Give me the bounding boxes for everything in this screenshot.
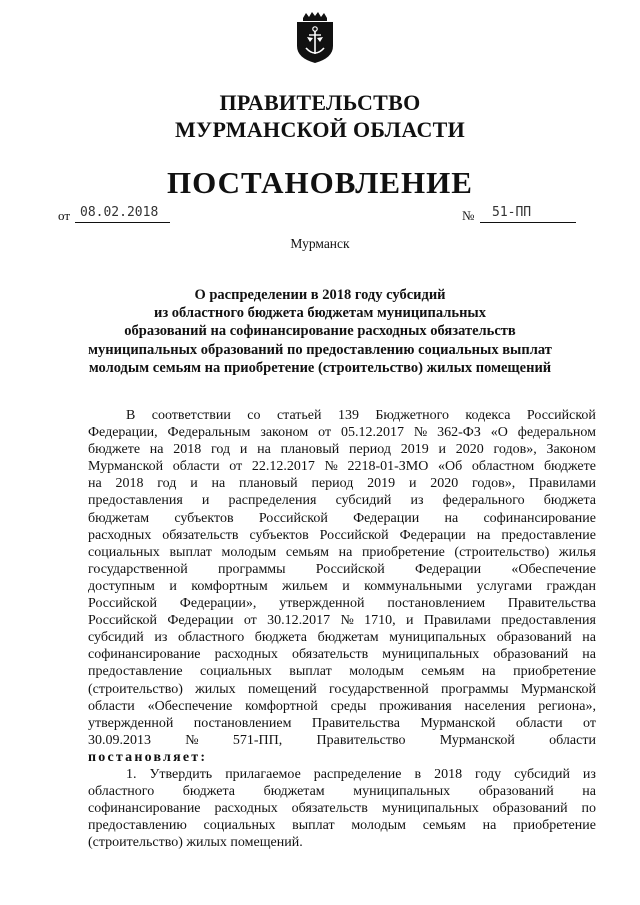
word: бюджете: [543, 459, 596, 475]
word: выплат: [169, 544, 212, 560]
word: 22.12.2017: [251, 459, 315, 475]
text-line: [88, 612, 596, 629]
word: выплат: [292, 818, 335, 834]
text-line: [88, 492, 596, 509]
word: бюджете: [88, 442, 141, 458]
word: 139: [337, 408, 359, 423]
word: и: [169, 578, 177, 594]
word: областного: [178, 630, 245, 646]
word: Российской: [315, 561, 385, 577]
word: социальных: [200, 664, 272, 680]
text-line: [88, 458, 596, 475]
word: Российской: [526, 408, 596, 423]
word: 2019: [367, 476, 396, 492]
word: населения: [464, 698, 526, 714]
word: год: [211, 442, 231, 458]
word: Федеральным: [167, 425, 251, 441]
word: от: [229, 459, 243, 475]
word: софинансирование: [88, 801, 201, 817]
word: 2018: [434, 766, 463, 782]
word: из: [154, 630, 168, 646]
word: приобретение: [513, 818, 596, 834]
word: программы: [218, 561, 286, 577]
word: образований: [496, 630, 572, 646]
text-line: [88, 783, 596, 800]
subject-line: О распределении в 2018 году субсидий: [194, 287, 446, 303]
text-line: [88, 646, 596, 663]
word: на: [481, 664, 496, 680]
murmansk-coat-of-arms-icon: [294, 12, 336, 64]
word: Правилами: [529, 476, 596, 492]
word: на: [444, 510, 459, 526]
word: коммунальными: [364, 578, 463, 594]
word: по: [581, 801, 596, 817]
word: государственной: [328, 681, 429, 697]
text-line: [88, 817, 596, 834]
word: на: [211, 476, 226, 492]
word: муниципальных: [389, 630, 487, 646]
word: софинансирование: [483, 510, 596, 526]
word: государственной: [88, 561, 188, 577]
word: молодым: [349, 664, 404, 680]
decree-line: [88, 749, 596, 766]
word: предоставление: [88, 664, 183, 680]
word: областном: [471, 459, 535, 475]
word: 2018: [173, 442, 202, 458]
word: Федерации,: [88, 425, 158, 441]
word: распределения: [228, 493, 317, 509]
word: 571-ПП,: [232, 732, 283, 748]
word: федеральном: [517, 425, 596, 441]
word: областного: [88, 784, 155, 800]
word: на: [149, 442, 164, 458]
word: законом: [260, 425, 309, 441]
word: распределение: [313, 766, 402, 782]
word: (строительство): [88, 681, 183, 697]
word: соответствии: [151, 408, 231, 423]
text-line: [88, 510, 596, 527]
word: Мурманской: [420, 715, 496, 731]
word: социальных: [88, 544, 160, 560]
word: 2018: [115, 476, 144, 492]
word: предоставления: [88, 493, 183, 509]
item-1-paragraph: [88, 766, 596, 851]
word: молодым: [221, 544, 277, 560]
word: №: [340, 613, 354, 629]
word: муниципальных: [353, 784, 451, 800]
word: Правилами: [423, 613, 491, 629]
word: региона»,: [538, 698, 596, 714]
word: 362-ФЗ: [437, 425, 481, 441]
word: плановый: [238, 476, 298, 492]
number-label: №: [462, 208, 475, 223]
word: и: [405, 613, 414, 629]
word: жильем: [282, 578, 328, 594]
word: на: [88, 476, 102, 492]
text-line: [88, 715, 596, 732]
text-line: [88, 698, 596, 715]
word: Российской: [258, 510, 328, 526]
word: (строительство): [454, 544, 550, 560]
word: 05.12.2017: [340, 425, 404, 441]
word: расходных: [88, 527, 152, 543]
decree-word: постановляет:: [88, 749, 208, 765]
word: (строительство) жилых помещений.: [88, 835, 303, 851]
text-line: [88, 663, 596, 680]
word: со: [247, 408, 261, 423]
word: утвержденной: [88, 715, 174, 731]
word: Мурманской: [88, 459, 164, 475]
text-line: [88, 595, 596, 612]
word: 1710,: [364, 613, 396, 629]
word: предоставления: [501, 613, 596, 629]
date-label: от: [58, 208, 71, 223]
word: и: [408, 476, 417, 492]
word: обязательств: [291, 801, 368, 817]
word: кодекса: [465, 408, 511, 423]
word: и: [190, 476, 198, 492]
word: области: [172, 459, 220, 475]
word: на: [582, 784, 596, 800]
word: 2218-01-ЗМО: [347, 459, 429, 475]
word: семьям: [421, 664, 465, 680]
word: субъектов: [249, 527, 309, 543]
word: жилья: [558, 544, 596, 560]
subject-line: образований на софинансирование расходных обязательств: [124, 323, 516, 340]
word: 2020: [455, 442, 484, 458]
city-name: Мурманск: [290, 236, 350, 251]
word: семьям: [285, 544, 329, 560]
word: бюджетам: [317, 630, 379, 646]
word: плановый: [280, 442, 340, 458]
preamble-paragraph: [88, 407, 596, 749]
word: 30.12.2017: [267, 613, 331, 629]
word: Утвердить: [149, 766, 213, 782]
word: «О: [490, 425, 508, 441]
word: на: [582, 647, 596, 663]
word: период: [311, 476, 354, 492]
word: №: [413, 425, 428, 441]
document-body: [88, 407, 596, 851]
document-type-title: ПОСТАНОВЛЕНИЕ: [167, 165, 473, 200]
word: предоставление: [501, 527, 596, 543]
word: бюджетам: [88, 510, 150, 526]
text-line: [88, 561, 596, 578]
word: комфортным: [191, 578, 268, 594]
word: год: [157, 476, 177, 492]
word: на: [482, 818, 497, 834]
word: программы: [441, 681, 509, 697]
word: №: [324, 459, 338, 475]
text-line: [88, 681, 596, 698]
word: граждан: [546, 578, 596, 594]
word: на: [338, 544, 353, 560]
subject-line: молодым семьям на приобретение (строительство) жилых помещений: [88, 359, 552, 376]
document-date: 08.02.2018: [75, 205, 170, 223]
word: на: [582, 630, 596, 646]
word: годов»,: [472, 476, 516, 492]
word: муниципальных: [382, 647, 480, 663]
word: и: [239, 442, 248, 458]
word: области: [88, 698, 135, 714]
word: расходных: [214, 801, 278, 817]
word: году: [475, 766, 502, 782]
word: Законом: [546, 442, 596, 458]
word: образований: [492, 801, 568, 817]
word: прилагаемое: [225, 766, 301, 782]
word: Федерации»,: [179, 596, 257, 612]
word: бюджета: [254, 630, 307, 646]
word: образований: [493, 647, 569, 663]
word: молодым: [351, 818, 406, 834]
word: Правительства: [507, 596, 596, 612]
text-line: [88, 441, 596, 458]
word: 1.: [126, 766, 137, 782]
word: от: [243, 613, 257, 629]
word: обязательств: [291, 647, 369, 663]
word: семьям: [422, 818, 466, 834]
word: «Обеспечение: [511, 561, 596, 577]
word: услугами: [476, 578, 533, 594]
word: постановлением: [387, 596, 486, 612]
text-line: [88, 732, 596, 749]
word: на: [257, 442, 271, 458]
word: обязательств: [162, 527, 239, 543]
word: Федерации: [415, 561, 482, 577]
word: период: [349, 442, 391, 458]
subject-line: муниципальных образований по предоставлению социальных выплат: [88, 341, 552, 358]
word: расходных: [214, 647, 278, 663]
word: области: [549, 732, 596, 748]
word: Мурманской: [439, 732, 515, 748]
document-subject: [60, 286, 580, 377]
text-line: [88, 407, 596, 424]
word: утвержденной: [279, 596, 365, 612]
word: на: [476, 527, 491, 543]
word: и: [438, 442, 446, 458]
text-line: [88, 475, 596, 492]
word: 30.09.2013: [88, 732, 151, 748]
word: доступным: [88, 578, 155, 594]
word: В: [126, 408, 136, 423]
word: Российской: [319, 527, 389, 543]
text-line: [88, 629, 596, 646]
word: 2020: [430, 476, 459, 492]
text-line: [88, 578, 596, 595]
word: и: [342, 578, 350, 594]
word: годов»,: [493, 442, 537, 458]
text-line: [88, 544, 596, 561]
word: области: [515, 715, 563, 731]
word: 2019: [400, 442, 429, 458]
word: предоставлению: [88, 818, 187, 834]
word: софинансирование: [88, 647, 201, 663]
word: проживания: [379, 698, 452, 714]
word: субсидий: [88, 630, 144, 646]
word: социальных: [203, 818, 276, 834]
word: муниципальных: [381, 801, 479, 817]
word: Федерации: [353, 510, 420, 526]
word: субсидий: [335, 493, 392, 509]
subject-line: из областного бюджета бюджетам муниципальных: [153, 305, 486, 322]
word: «Обеспечение: [147, 698, 233, 714]
word: помещений: [247, 681, 317, 697]
word: в: [414, 766, 422, 782]
word: из: [410, 493, 424, 509]
word: постановлением: [193, 715, 292, 731]
word: приобретение: [361, 544, 445, 560]
word: Федерации: [167, 613, 234, 629]
word: «Об: [438, 459, 463, 475]
word: статьей: [276, 408, 322, 423]
word: бюджета: [543, 493, 596, 509]
word: Российской: [88, 596, 157, 612]
word: от: [583, 715, 596, 731]
text-line: [88, 766, 596, 783]
text-line: [88, 834, 596, 851]
word: жилых: [195, 681, 236, 697]
word: №: [185, 732, 199, 748]
word: выплат: [289, 664, 332, 680]
word: комфортной: [245, 698, 318, 714]
organization-name-line1: ПРАВИТЕЛЬСТВО: [219, 90, 421, 115]
organization-name-line2: МУРМАНСКОЙ ОБЛАСТИ: [174, 117, 466, 142]
word: бюджетам: [263, 784, 325, 800]
word: Правительство: [316, 732, 406, 748]
word: от: [318, 425, 332, 441]
word: Мурманской: [520, 681, 596, 697]
text-line: [88, 424, 596, 441]
word: образований: [478, 784, 554, 800]
word: федерального: [442, 493, 525, 509]
document-number: 51-ПП: [480, 205, 576, 223]
word: и: [201, 493, 210, 509]
word: Правительства: [311, 715, 400, 731]
word: субъектов: [174, 510, 234, 526]
word: Бюджетного: [375, 408, 449, 423]
word: Федерации: [399, 527, 466, 543]
text-line: [88, 527, 596, 544]
text-line: [88, 800, 596, 817]
word: субсидий: [514, 766, 570, 782]
word: из: [582, 766, 596, 782]
word: приобретение: [513, 664, 596, 680]
word: Российской: [88, 613, 157, 629]
word: среды: [330, 698, 367, 714]
word: бюджета: [182, 784, 235, 800]
